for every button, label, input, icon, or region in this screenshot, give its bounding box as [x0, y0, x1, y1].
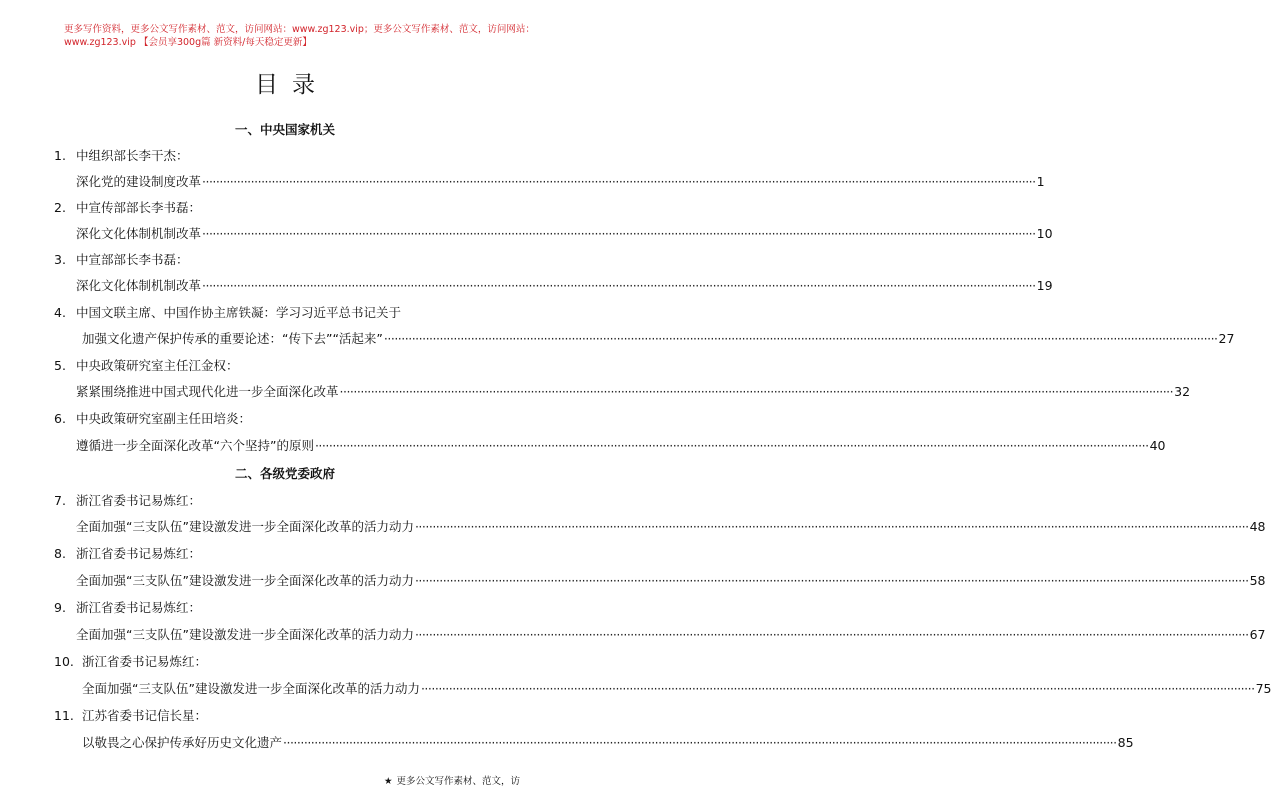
- page-title: 目录: [255, 72, 329, 98]
- dot-leader: ················································································································································································································································: [383, 331, 1218, 346]
- toc-entry-link[interactable]: [76, 625, 1266, 643]
- entry-title: 全面加强“三支队伍”建设激发进一步全面深化改革的活力动力: [76, 573, 414, 588]
- toc-entry-link[interactable]: [76, 382, 1191, 400]
- entry-title: 全面加强“三支队伍”建设激发进一步全面深化改革的活力动力: [76, 627, 414, 642]
- entry-speaker: 中国文联主席、中国作协主席铁凝：学习习近平总书记关于: [75, 305, 401, 320]
- dot-leader: ················································································································································································································································: [414, 627, 1249, 642]
- entry-title: 紧紧围绕推进中国式现代化进一步全面深化改革: [76, 384, 339, 399]
- toc-entry-heading: [54, 598, 201, 616]
- entry-page-number: 48: [1249, 519, 1266, 534]
- section-heading-local: 二、各级党委政府: [234, 466, 335, 481]
- entry-page-number: 1: [1036, 174, 1045, 189]
- entry-page-number: 40: [1149, 438, 1166, 453]
- entry-number: 3.: [54, 252, 66, 267]
- toc-entry-heading: [54, 198, 201, 216]
- entry-title: 全面加强“三支队伍”建设激发进一步全面深化改革的活力动力: [82, 681, 420, 696]
- toc-entry-link[interactable]: [76, 224, 1053, 242]
- entry-number: 4.: [54, 305, 66, 320]
- entry-speaker: 中宣传部部长李书磊：: [75, 200, 201, 215]
- entry-number: 2.: [54, 200, 66, 215]
- entry-number: 5.: [54, 358, 66, 373]
- dot-leader: ················································································································································································································································: [202, 174, 1036, 189]
- toc-entry-heading: [54, 706, 207, 724]
- entry-title: 深化党的建设制度改革: [76, 174, 202, 189]
- toc-entry-heading: [54, 250, 189, 268]
- dot-leader: ················································································································································································································································: [339, 384, 1174, 399]
- banner-line-2: www.zg123.vip 【会员享300g篇 新资料/每天稳定更新】: [64, 37, 312, 48]
- entry-page-number: 85: [1117, 735, 1134, 750]
- entry-speaker: 浙江省委书记易炼红：: [75, 546, 201, 561]
- entry-number: 6.: [54, 411, 66, 426]
- dot-leader: ················································································································································································································································: [283, 735, 1117, 750]
- dot-leader: ················································································································································································································································: [414, 519, 1249, 534]
- entry-number: 7.: [54, 493, 66, 508]
- entry-title: 遵循进一步全面深化改革“六个坚持”的原则: [76, 438, 314, 453]
- toc-entry-link[interactable]: [82, 733, 1134, 751]
- site-banner: [64, 23, 535, 49]
- toc-entry-heading: [54, 491, 201, 509]
- entry-page-number: 10: [1036, 226, 1053, 241]
- entry-number: 11.: [54, 708, 74, 723]
- entry-number: 9.: [54, 600, 66, 615]
- entry-page-number: 67: [1249, 627, 1266, 642]
- star-icon: ★: [383, 776, 393, 787]
- dot-leader: ················································································································································································································································: [414, 573, 1249, 588]
- toc-entry-link[interactable]: [76, 517, 1266, 535]
- entry-number: 1.: [54, 148, 66, 163]
- dot-leader: ················································································································································································································································: [202, 226, 1036, 241]
- dot-leader: ················································································································································································································································: [202, 278, 1036, 293]
- toc-entry-link[interactable]: [76, 276, 1053, 294]
- toc-entry-heading: [54, 303, 401, 321]
- footer-text: 更多公文写作素材、范文，访: [396, 776, 520, 787]
- entry-speaker: 浙江省委书记易炼红：: [75, 600, 201, 615]
- toc-entry-link[interactable]: [82, 679, 1271, 697]
- entry-title: 深化文化体制机制改革: [76, 226, 202, 241]
- footer-promo: [384, 773, 520, 787]
- entry-speaker: 浙江省委书记易炼红：: [81, 654, 207, 669]
- entry-speaker: 中宣部部长李书磊：: [75, 252, 189, 267]
- toc-entry-link[interactable]: [76, 571, 1266, 589]
- entry-title: 加强文化遗产保护传承的重要论述：“传下去”“活起来”: [82, 331, 383, 346]
- entry-title: 全面加强“三支队伍”建设激发进一步全面深化改革的活力动力: [76, 519, 414, 534]
- toc-entry-heading: [54, 652, 207, 670]
- dot-leader: ················································································································································································································································: [420, 681, 1255, 696]
- toc-entry-heading: [54, 356, 239, 374]
- entry-page-number: 32: [1174, 384, 1191, 399]
- entry-number: 10.: [54, 654, 74, 669]
- toc-entry-heading: [54, 146, 189, 164]
- entry-page-number: 19: [1036, 278, 1053, 293]
- entry-page-number: 75: [1255, 681, 1271, 696]
- entry-page-number: 58: [1249, 573, 1266, 588]
- entry-speaker: 中央政策研究室副主任田培炎：: [75, 411, 251, 426]
- dot-leader: ················································································································································································································································: [314, 438, 1149, 453]
- toc-entry-link[interactable]: [76, 436, 1166, 454]
- toc-entry-link[interactable]: [82, 329, 1235, 347]
- entry-speaker: 中组织部长李干杰：: [75, 148, 189, 163]
- entry-speaker: 浙江省委书记易炼红：: [75, 493, 201, 508]
- banner-line-1: 更多写作资料，更多公文写作素材、范文，访问网站：www.zg123.vip；更多公文写作素材、范文，访问网站：: [64, 24, 535, 35]
- entry-title: 深化文化体制机制改革: [76, 278, 202, 293]
- entry-speaker: 江苏省委书记信长星：: [81, 708, 207, 723]
- toc-entry-heading: [54, 409, 251, 427]
- entry-title: 以敬畏之心保护传承好历史文化遗产: [82, 735, 283, 750]
- toc-entry-heading: [54, 544, 201, 562]
- section-heading-central: 一、中央国家机关: [234, 122, 335, 137]
- toc-entry-link[interactable]: [76, 172, 1045, 190]
- entry-page-number: 27: [1218, 331, 1235, 346]
- entry-number: 8.: [54, 546, 66, 561]
- entry-speaker: 中央政策研究室主任江金权：: [75, 358, 239, 373]
